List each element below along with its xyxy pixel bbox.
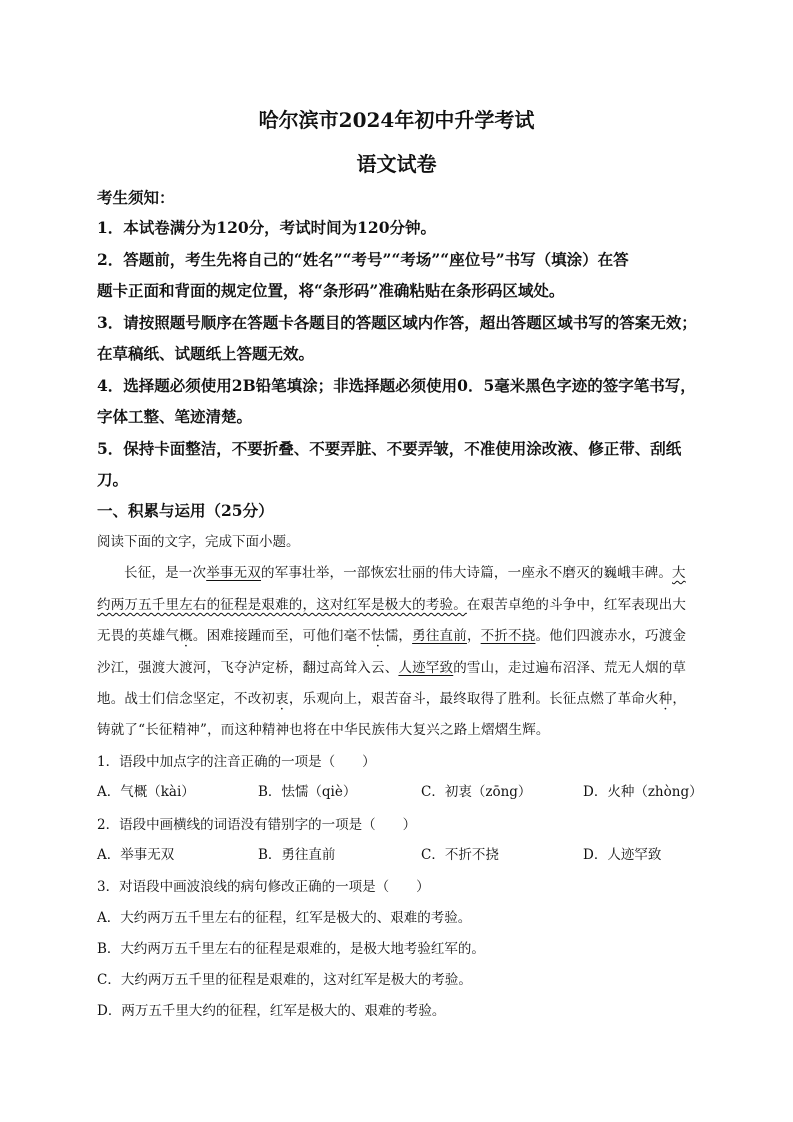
underlined-word: 不折不挠 bbox=[480, 628, 536, 644]
notice-line: 刀。 bbox=[97, 470, 129, 489]
dotted-char: 衷 bbox=[275, 691, 289, 707]
option-c: C．大约两万五千里的征程是艰难的，这对红军是极大的考验。 bbox=[97, 972, 472, 988]
passage-line-2: 约两万五千里左右的征程是艰难的，这对红军是极大的考验。在艰苦卓绝的斗争中，红军表现出大 bbox=[97, 597, 687, 613]
exam-title: 哈尔滨市2024年初中升学考试 bbox=[258, 108, 535, 132]
option-b: B．怯懦（qiè） bbox=[258, 784, 357, 800]
dotted-char: 概 bbox=[179, 628, 193, 644]
underlined-word: 勇往直前 bbox=[412, 628, 467, 644]
passage-line-5: 地。战士们信念坚定，不改初衷，乐观向上，艰苦奋斗，最终取得了胜利。长征点燃了革命火种， bbox=[97, 691, 687, 707]
option-b: B．勇往直前 bbox=[258, 847, 336, 863]
wavy-sentence: 大 bbox=[672, 565, 686, 581]
exam-subtitle: 语文试卷 bbox=[356, 152, 437, 176]
option-a: A．大约两万五千里左右的征程，红军是极大的、艰难的考验。 bbox=[97, 910, 472, 926]
notice-line: 4．选择题必须使用2B铅笔填涂；非选择题必须使用0．5毫米黑色字迹的签字笔书写， bbox=[97, 376, 696, 395]
question-stem: 1．语段中加点字的注音正确的一项是（ ） bbox=[97, 754, 376, 770]
option-c: C．不折不挠 bbox=[421, 847, 499, 863]
notice-line: 1．本试卷满分为120分，考试时间为120分钟。 bbox=[97, 218, 436, 237]
underlined-word: 人迹罕致 bbox=[398, 660, 454, 676]
section-heading: 一、积累与运用（25分） bbox=[97, 501, 274, 520]
option-d: D．人迹罕致 bbox=[583, 847, 662, 863]
dotted-char: 怯 bbox=[371, 628, 385, 644]
option-b: B．大约两万五千里左右的征程是艰难的，是极大地考验红军的。 bbox=[97, 941, 485, 957]
wavy-sentence: 约两万五千里左右的征程是艰难的，这对红军是极大的考验。 bbox=[97, 597, 467, 613]
notice-line: 2．答题前，考生先将自己的“姓名”“考号”“考场”“座位号”书写（填涂）在答 bbox=[97, 250, 629, 269]
option-c: C．初衷（zōng） bbox=[421, 784, 532, 800]
notice-line: 题卡正面和背面的规定位置，将“条形码”准确粘贴在条形码区域处。 bbox=[97, 281, 565, 300]
question-stem: 3．对语段中画波浪线的病句修改正确的一项是（ ） bbox=[97, 879, 430, 895]
passage-line-4: 沙江，强渡大渡河，飞夺泸定桥，翻过高耸入云、人迹罕致的雪山，走过遍布沼泽、荒无人烟的草 bbox=[97, 660, 687, 676]
notice-line: 字体工整、笔迹清楚。 bbox=[97, 407, 253, 426]
notice-heading: 考生须知： bbox=[97, 188, 175, 207]
underlined-word: 举事无双 bbox=[206, 565, 262, 581]
option-a: A．举事无双 bbox=[97, 847, 175, 863]
option-a: A．气概（kài） bbox=[97, 784, 195, 800]
option-d: D．火种（zhòng） bbox=[583, 784, 703, 800]
option-d: D．两万五千里大约的征程，红军是极大的、艰难的考验。 bbox=[97, 1003, 446, 1019]
passage-line-3: 无畏的英雄气概。困难接踵而至，可他们毫不怯懦，勇往直前，不折不挠。他们四渡赤水，巧渡金 bbox=[97, 628, 687, 644]
question-stem: 2．语段中画横线的词语没有错别字的一项是（ ） bbox=[97, 817, 417, 833]
notice-line: 在草稿纸、试题纸上答题无效。 bbox=[97, 344, 315, 363]
notice-line: 5．保持卡面整洁，不要折叠、不要弄脏、不要弄皱，不准使用涂改液、修正带、刮纸 bbox=[97, 439, 682, 458]
passage-line-1: 长征，是一次举事无双的军事壮举，一部恢宏壮丽的伟大诗篇，一座永不磨灭的巍峨丰碑。大 bbox=[124, 565, 686, 581]
dotted-char: 种 bbox=[658, 691, 673, 707]
section-instruction: 阅读下面的文字，完成下面小题。 bbox=[97, 534, 300, 550]
notice-line: 3．请按照题号顺序在答题卡各题目的答题区域内作答，超出答题区域书写的答案无效； bbox=[97, 313, 697, 332]
passage-line-6: 铸就了“长征精神”，而这种精神也将在中华民族伟大复兴之路上熠熠生辉。 bbox=[97, 722, 550, 738]
